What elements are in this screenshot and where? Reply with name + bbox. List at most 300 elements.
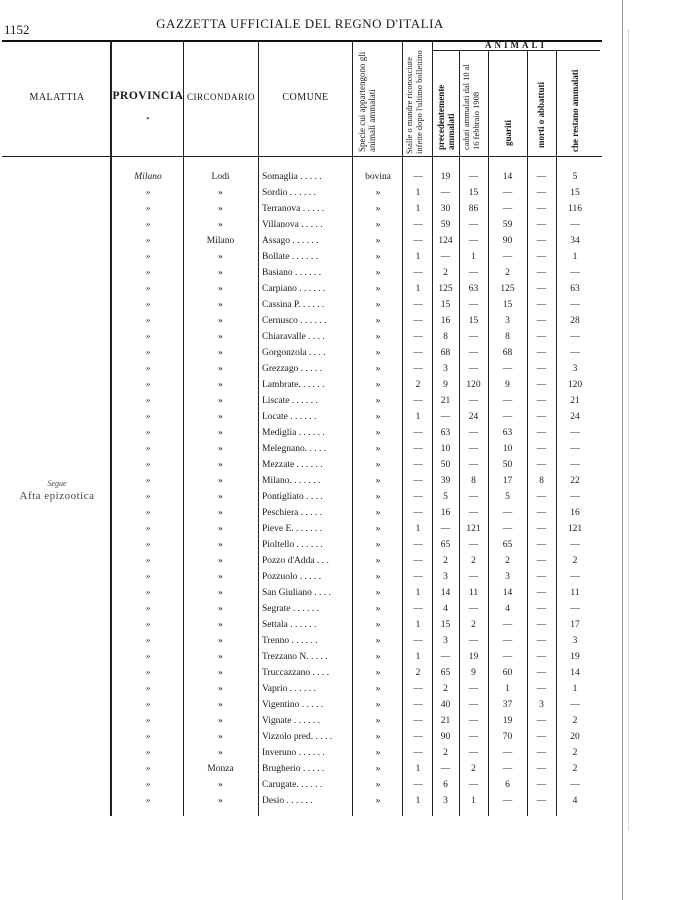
cell-specie: » <box>375 348 381 358</box>
cell-mort: — <box>536 428 547 438</box>
cell-stalle: 2 <box>415 668 421 678</box>
cell-specie: » <box>375 236 381 246</box>
header-animali: ANIMALI <box>484 40 547 50</box>
cell-specie: » <box>375 268 381 278</box>
cell-rest: — <box>570 444 580 454</box>
cell-comune: Grezzago . . . . . <box>262 364 323 374</box>
cell-circondario: » <box>218 748 223 758</box>
cell-guar: 1 <box>505 684 510 694</box>
cell-specie: » <box>375 444 381 454</box>
cell-stalle: — <box>413 300 423 310</box>
cell-stalle: 1 <box>415 188 421 198</box>
cell-stalle: — <box>413 636 423 646</box>
cell-circondario: » <box>218 540 223 550</box>
cell-cad: — <box>468 716 479 726</box>
cell-cad: — <box>468 220 479 230</box>
cell-circondario: » <box>218 380 223 390</box>
cell-provincia: » <box>145 412 151 422</box>
cell-prec: 30 <box>440 204 451 214</box>
cell-circondario: Milano <box>206 236 235 246</box>
cell-provincia: » <box>145 556 151 566</box>
cell-comune: Lambrate. . . . . . <box>262 380 325 390</box>
cell-rest: 5 <box>572 172 578 182</box>
cell-guar: 125 <box>500 284 515 294</box>
cell-circondario: » <box>218 396 223 406</box>
cell-comune: Vaprio . . . . . . <box>262 684 316 694</box>
cell-rest: — <box>570 604 580 614</box>
cell-cad: — <box>468 636 479 646</box>
cell-specie: » <box>375 620 381 630</box>
cell-comune: Pieve E. . . . . . . <box>262 524 323 534</box>
cell-cad: — <box>468 492 479 502</box>
cell-stalle: — <box>413 460 423 470</box>
cell-specie: » <box>375 364 381 374</box>
cell-provincia: » <box>145 700 151 710</box>
cell-stalle: 1 <box>415 412 421 422</box>
cell-comune: Chiaravalle . . . . <box>262 332 325 342</box>
cell-prec: 2 <box>443 556 448 566</box>
cell-comune: Desio . . . . . . <box>262 796 313 806</box>
cell-stalle: 1 <box>415 764 421 774</box>
cell-circondario: » <box>218 668 223 678</box>
cell-mort: — <box>536 636 547 646</box>
cell-rest: 22 <box>570 476 580 486</box>
cell-prec: 19 <box>440 172 451 182</box>
cell-circondario: » <box>218 348 223 358</box>
cell-specie: » <box>375 284 381 294</box>
cell-specie: » <box>375 204 381 214</box>
cell-mort: — <box>536 364 547 374</box>
page-fold-line <box>628 30 629 830</box>
cell-provincia: » <box>145 332 151 342</box>
cell-comune: Carpiano . . . . . . <box>262 284 326 294</box>
adjacent-page-edge <box>620 0 674 900</box>
cell-cad: 63 <box>468 284 479 294</box>
cell-provincia: » <box>145 316 151 326</box>
cell-mort: — <box>536 572 547 582</box>
cell-prec: — <box>440 764 451 774</box>
cell-rest: 11 <box>570 588 580 598</box>
cell-cad: — <box>468 348 479 358</box>
cell-specie: » <box>375 636 381 646</box>
cell-rest: — <box>570 780 580 790</box>
cell-specie: » <box>375 796 381 806</box>
cell-stalle: — <box>413 716 423 726</box>
cell-provincia: » <box>145 460 151 470</box>
cell-prec: 10 <box>440 444 451 454</box>
cell-prec: 68 <box>440 348 451 358</box>
cell-provincia: » <box>145 780 151 790</box>
cell-provincia: » <box>145 364 151 374</box>
cell-rest: — <box>570 572 580 582</box>
cell-specie: » <box>375 524 381 534</box>
cell-circondario: » <box>218 364 223 374</box>
cell-provincia: » <box>145 300 151 310</box>
cell-provincia: » <box>145 684 151 694</box>
cell-guar: 65 <box>502 540 513 550</box>
cell-circondario: » <box>218 556 223 566</box>
cell-rest: 3 <box>572 364 578 374</box>
cell-circondario: » <box>218 780 223 790</box>
cell-rest: 34 <box>570 236 580 246</box>
cell-prec: 4 <box>443 604 448 614</box>
cell-stalle: 1 <box>415 620 421 630</box>
cell-circondario: » <box>218 588 223 598</box>
cell-stalle: — <box>413 508 423 518</box>
cell-comune: Trenno . . . . . . <box>262 636 318 646</box>
cell-guar: 37 <box>502 700 513 710</box>
cell-circondario: » <box>218 796 223 806</box>
cell-guar: 10 <box>502 444 513 454</box>
cell-mort: — <box>536 204 547 214</box>
cell-cad: — <box>468 732 479 742</box>
cell-circondario: » <box>218 508 223 518</box>
cell-mort: — <box>536 460 547 470</box>
page-number: 1152 <box>4 22 30 37</box>
cell-comune: Basiano . . . . . . <box>262 268 322 278</box>
cell-specie: » <box>375 252 381 262</box>
header-restano: che restano ammalati <box>570 69 580 152</box>
cell-prec: 8 <box>443 332 448 342</box>
cell-comune: Vignate . . . . . . <box>262 716 321 726</box>
cell-guar: 4 <box>505 604 510 614</box>
cell-circondario: » <box>218 220 223 230</box>
cell-stalle: 1 <box>415 524 421 534</box>
cell-provincia: » <box>145 476 151 486</box>
header-precedentemente: precedentemente ammalati <box>436 84 456 150</box>
cell-rest: — <box>570 332 580 342</box>
cell-circondario: » <box>218 716 223 726</box>
cell-stalle: — <box>413 748 423 758</box>
cell-mort: — <box>536 220 547 230</box>
cell-rest: 28 <box>570 316 580 326</box>
cell-specie: bovina <box>365 172 391 182</box>
cell-prec: 125 <box>438 284 453 294</box>
cell-stalle: — <box>413 364 423 374</box>
cell-rest: 3 <box>572 636 578 646</box>
cell-comune: Pioltello . . . . . . <box>262 540 323 550</box>
cell-prec: 2 <box>443 268 448 278</box>
cell-comune: Pozzo d'Adda . . . <box>262 556 329 566</box>
cell-provincia: » <box>145 508 151 518</box>
cell-comune: Liscate . . . . . . <box>262 396 318 406</box>
cell-prec: — <box>440 412 451 422</box>
cell-rest: 2 <box>572 748 578 758</box>
cell-stalle: — <box>413 236 423 246</box>
cell-prec: 90 <box>440 732 451 742</box>
cell-provincia: » <box>145 636 151 646</box>
cell-guar: — <box>502 636 513 646</box>
header-provincia: PROVINCIA <box>112 90 184 102</box>
cell-stalle: — <box>413 268 423 278</box>
cell-circondario: » <box>218 412 223 422</box>
cell-guar: — <box>502 412 513 422</box>
cell-provincia: » <box>145 604 151 614</box>
cell-specie: » <box>375 460 381 470</box>
cell-rest: 21 <box>570 396 580 406</box>
cell-cad: — <box>468 396 479 406</box>
cell-mort: — <box>536 524 547 534</box>
cell-guar: — <box>502 748 513 758</box>
cell-specie: » <box>375 428 381 438</box>
cell-rest: 2 <box>572 716 578 726</box>
cell-comune: Pozzuolo . . . . . <box>262 572 322 582</box>
cell-specie: » <box>375 476 381 486</box>
cell-specie: » <box>375 220 381 230</box>
cell-cad: — <box>468 428 479 438</box>
cell-mort: — <box>536 172 547 182</box>
cell-mort: — <box>536 252 547 262</box>
cell-guar: 60 <box>502 668 513 678</box>
cell-stalle: 1 <box>415 796 421 806</box>
cell-stalle: 1 <box>415 284 421 294</box>
cell-prec: 2 <box>443 748 448 758</box>
cell-rest: — <box>570 428 580 438</box>
malattia-name: Afta epizootica <box>19 490 95 502</box>
cell-stalle: — <box>413 700 423 710</box>
header-guariti: guariti <box>503 120 513 146</box>
cell-prec: 14 <box>440 588 451 598</box>
cell-provincia: » <box>145 524 151 534</box>
cell-mort: — <box>536 620 547 630</box>
cell-guar: 50 <box>502 460 513 470</box>
cell-mort: — <box>536 748 547 758</box>
cell-mort: — <box>536 284 547 294</box>
cell-cad: 2 <box>471 620 476 630</box>
cell-provincia: » <box>145 540 151 550</box>
cell-mort: — <box>536 444 547 454</box>
cell-cad: 9 <box>471 668 476 678</box>
cell-guar: — <box>502 252 513 262</box>
cell-prec: 65 <box>440 668 451 678</box>
cell-provincia: » <box>145 572 151 582</box>
cell-provincia: » <box>145 188 151 198</box>
cell-guar: 8 <box>505 332 510 342</box>
cell-circondario: » <box>218 732 223 742</box>
cell-cad: — <box>468 444 479 454</box>
cell-guar: 70 <box>502 732 513 742</box>
cell-circondario: » <box>218 652 223 662</box>
cell-prec: 40 <box>440 700 451 710</box>
cell-stalle: 1 <box>415 252 421 262</box>
header-malattia: MALATTIA <box>29 92 85 103</box>
cell-comune: Cernusco . . . . . . <box>262 316 327 326</box>
cell-comune: Sordio . . . . . . <box>262 188 316 198</box>
cell-rest: 116 <box>568 204 582 214</box>
cell-prec: 16 <box>440 508 451 518</box>
malattia-segue: Segue <box>47 479 67 488</box>
cell-provincia: » <box>145 380 151 390</box>
cell-specie: » <box>375 572 381 582</box>
header-circondario: CIRCONDARIO <box>186 92 255 102</box>
header-comune: COMUNE <box>282 92 329 103</box>
cell-mort: — <box>536 652 547 662</box>
cell-guar: — <box>502 524 513 534</box>
cell-cad: 2 <box>471 556 476 566</box>
cell-guar: 15 <box>502 300 513 310</box>
cell-mort: — <box>536 716 547 726</box>
cell-prec: 21 <box>440 716 451 726</box>
cell-prec: 50 <box>440 460 451 470</box>
cell-rest: 14 <box>570 668 580 678</box>
cell-specie: » <box>375 716 381 726</box>
cell-comune: Truccazzano . . . . <box>262 668 330 678</box>
cell-cad: 15 <box>468 316 479 326</box>
cell-cad: 19 <box>468 652 479 662</box>
cell-guar: — <box>502 620 513 630</box>
header-marker: • <box>145 114 150 125</box>
cell-cad: — <box>468 172 479 182</box>
cell-mort: — <box>536 556 547 566</box>
cell-comune: Bollate . . . . . . <box>262 252 318 262</box>
cell-specie: » <box>375 668 381 678</box>
cell-rest: — <box>570 460 580 470</box>
cell-cad: — <box>468 364 479 374</box>
cell-stalle: 1 <box>415 204 421 214</box>
cell-cad: 1 <box>471 796 476 806</box>
cell-stalle: — <box>413 684 423 694</box>
cell-cad: — <box>468 684 479 694</box>
cell-mort: — <box>536 780 547 790</box>
cell-circondario: » <box>218 300 223 310</box>
cell-mort: — <box>536 396 547 406</box>
cell-mort: — <box>536 268 547 278</box>
cell-specie: » <box>375 540 381 550</box>
cell-comune: Carugate. . . . . . <box>262 780 323 790</box>
cell-circondario: » <box>218 284 223 294</box>
cell-cad: — <box>468 780 479 790</box>
cell-guar: 9 <box>505 380 510 390</box>
cell-stalle: — <box>413 492 423 502</box>
cell-guar: 2 <box>505 268 510 278</box>
cell-prec: 3 <box>443 636 448 646</box>
cell-provincia: » <box>145 252 151 262</box>
cell-prec: — <box>440 524 451 534</box>
table-row <box>0 796 600 815</box>
cell-cad: 120 <box>466 380 481 390</box>
cell-stalle: 1 <box>415 588 421 598</box>
cell-prec: 3 <box>443 364 448 374</box>
cell-specie: » <box>375 396 381 406</box>
cell-prec: 3 <box>443 572 448 582</box>
cell-mort: — <box>536 412 547 422</box>
cell-prec: 3 <box>443 796 448 806</box>
cell-guar: 5 <box>505 492 510 502</box>
cell-specie: » <box>375 412 381 422</box>
animali-underline <box>432 50 600 51</box>
cell-provincia: » <box>145 716 151 726</box>
cell-stalle: — <box>413 396 423 406</box>
cell-specie: » <box>375 588 381 598</box>
cell-stalle: — <box>413 732 423 742</box>
cell-comune: Segrate . . . . . . <box>262 604 319 614</box>
cell-comune: Inveruno . . . . . . <box>262 748 325 758</box>
cell-prec: 2 <box>443 684 448 694</box>
page-fold-line <box>622 0 623 900</box>
cell-guar: — <box>502 652 513 662</box>
cell-cad: — <box>468 332 479 342</box>
cell-rest: 17 <box>570 620 580 630</box>
cell-rest: 20 <box>570 732 580 742</box>
cell-guar: — <box>502 188 513 198</box>
cell-mort: — <box>536 540 547 550</box>
cell-guar: — <box>502 508 513 518</box>
cell-mort: — <box>536 732 547 742</box>
cell-rest: 1 <box>572 252 578 262</box>
cell-cad: 15 <box>468 188 479 198</box>
cell-prec: 39 <box>440 476 451 486</box>
cell-stalle: — <box>413 572 423 582</box>
cell-guar: 63 <box>502 428 513 438</box>
cell-comune: Peschiera . . . . . <box>262 508 323 518</box>
cell-guar: 68 <box>502 348 513 358</box>
cell-provincia: » <box>145 764 151 774</box>
cell-prec: — <box>440 252 451 262</box>
cell-cad: 2 <box>471 764 476 774</box>
cell-circondario: » <box>218 316 223 326</box>
cell-comune: Vigentino . . . . . <box>262 700 324 710</box>
cell-guar: 90 <box>502 236 513 246</box>
cell-provincia: » <box>145 236 151 246</box>
cell-circondario: » <box>218 476 223 486</box>
cell-rest: 63 <box>570 284 580 294</box>
cell-prec: 9 <box>443 380 448 390</box>
cell-circondario: » <box>218 492 223 502</box>
cell-guar: 3 <box>505 316 510 326</box>
cell-specie: » <box>375 764 381 774</box>
cell-rest: — <box>570 540 580 550</box>
cell-cad: — <box>468 700 479 710</box>
cell-guar: — <box>502 764 513 774</box>
cell-provincia: » <box>145 732 151 742</box>
cell-rest: — <box>570 300 580 310</box>
cell-guar: — <box>502 204 513 214</box>
cell-prec: 21 <box>440 396 451 406</box>
cell-circondario: Monza <box>207 764 234 774</box>
cell-stalle: — <box>413 556 423 566</box>
cell-prec: 15 <box>440 300 451 310</box>
cell-comune: Locate . . . . . . <box>262 412 317 422</box>
cell-provincia: » <box>145 796 151 806</box>
cell-prec: 16 <box>440 316 451 326</box>
cell-prec: 63 <box>440 428 451 438</box>
cell-circondario: » <box>218 604 223 614</box>
cell-specie: » <box>375 604 381 614</box>
cell-rest: 2 <box>572 764 578 774</box>
cell-mort: — <box>536 492 547 502</box>
cell-circondario: » <box>218 572 223 582</box>
cell-cad: — <box>468 300 479 310</box>
cell-mort: — <box>536 316 547 326</box>
cell-rest: — <box>570 348 580 358</box>
cell-circondario: » <box>218 684 223 694</box>
cell-stalle: — <box>413 780 423 790</box>
cell-guar: 3 <box>505 572 510 582</box>
cell-circondario: » <box>218 252 223 262</box>
cell-mort: — <box>536 668 547 678</box>
cell-rest: 19 <box>570 652 580 662</box>
cell-mort: 3 <box>539 700 544 710</box>
header-rule-bottom <box>2 156 602 157</box>
cell-comune: Settala . . . . . . <box>262 620 317 630</box>
cell-comune: Brugherio . . . . . <box>262 764 325 774</box>
cell-stalle: 1 <box>415 652 421 662</box>
cell-specie: » <box>375 300 381 310</box>
cell-comune: Vizzolo pred. . . . . <box>262 732 333 742</box>
cell-prec: 65 <box>440 540 451 550</box>
cell-guar: — <box>502 396 513 406</box>
cell-stalle: 2 <box>415 380 421 390</box>
